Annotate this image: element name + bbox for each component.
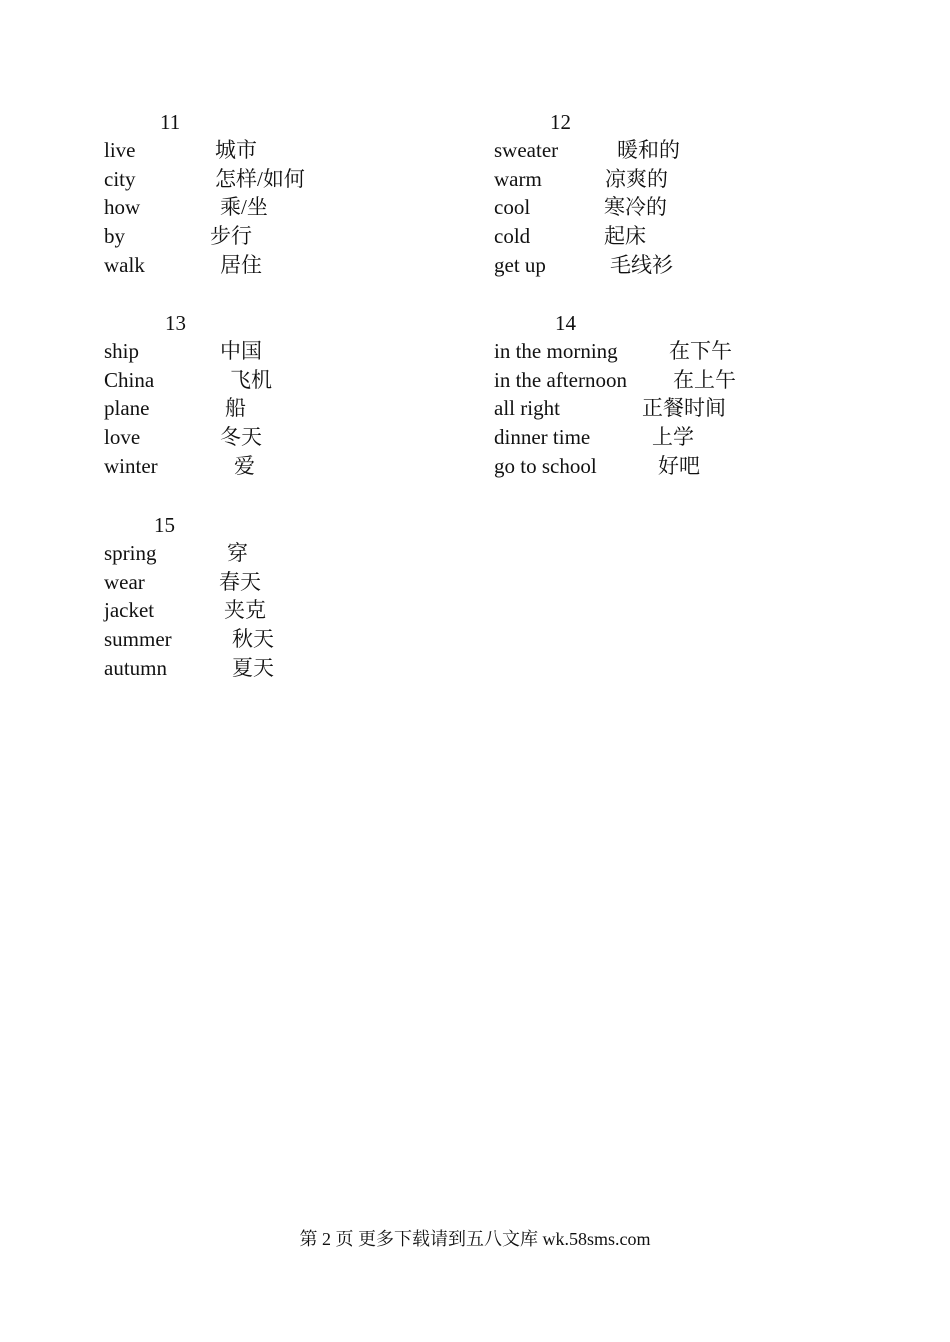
english-word: in the afternoon	[494, 367, 627, 392]
chinese-word: 正餐时间	[642, 396, 726, 421]
chinese-word: 在上午	[673, 367, 736, 392]
section-number: 15	[154, 513, 175, 537]
chinese-word: 起床	[604, 224, 646, 249]
english-word: sweater	[494, 138, 559, 162]
english-word: go to school	[494, 453, 597, 478]
chinese-word: 秋天	[232, 627, 274, 652]
chinese-word: 在下午	[669, 339, 732, 363]
chinese-word: 船	[225, 396, 246, 421]
chinese-word: 夏天	[232, 655, 274, 680]
english-word: warm	[494, 166, 542, 191]
english-word: walk	[104, 252, 145, 277]
english-word: live	[104, 138, 136, 162]
chinese-word: 城市	[215, 138, 257, 162]
english-word: city	[104, 166, 136, 191]
english-word: cold	[494, 224, 531, 249]
section-number: 13	[165, 311, 186, 335]
english-word: plane	[104, 396, 150, 421]
english-word: by	[104, 224, 125, 249]
chinese-word: 穿	[227, 541, 248, 565]
english-word: wear	[104, 569, 145, 594]
chinese-word: 上学	[652, 425, 694, 450]
chinese-word: 夹克	[224, 598, 266, 623]
english-word: all right	[494, 396, 560, 421]
chinese-word: 暖和的	[617, 138, 680, 162]
english-word: get up	[494, 252, 546, 277]
chinese-word: 步行	[210, 224, 252, 249]
chinese-word: 凉爽的	[605, 166, 668, 191]
section-number: 14	[555, 311, 576, 335]
english-word: ship	[104, 339, 140, 363]
section-number: 11	[160, 110, 181, 134]
english-word: summer	[104, 627, 172, 652]
english-word: China	[104, 367, 155, 392]
english-word: dinner time	[494, 425, 591, 450]
english-word: cool	[494, 195, 531, 220]
english-word: how	[104, 195, 141, 220]
chinese-word: 居住	[220, 252, 262, 277]
chinese-word: 爱	[234, 453, 255, 478]
english-word: spring	[104, 541, 157, 565]
chinese-word: 乘/坐	[220, 195, 268, 220]
english-word: autumn	[104, 655, 167, 680]
chinese-word: 春天	[219, 569, 261, 594]
chinese-word: 中国	[220, 339, 262, 363]
english-word: winter	[104, 453, 158, 478]
chinese-word: 冬天	[220, 425, 262, 450]
chinese-word: 好吧	[658, 453, 700, 478]
english-word: love	[104, 425, 141, 450]
chinese-word: 毛线衫	[610, 252, 673, 277]
english-word: in the morning	[494, 339, 618, 363]
english-word: jacket	[104, 598, 155, 623]
section-number: 12	[550, 110, 571, 134]
chinese-word: 怎样/如何	[215, 166, 305, 191]
page-footer: 第 2 页 更多下载请到五八文库 wk.58sms.com	[299, 1229, 651, 1249]
chinese-word: 寒冷的	[604, 195, 667, 220]
chinese-word: 飞机	[230, 367, 272, 392]
